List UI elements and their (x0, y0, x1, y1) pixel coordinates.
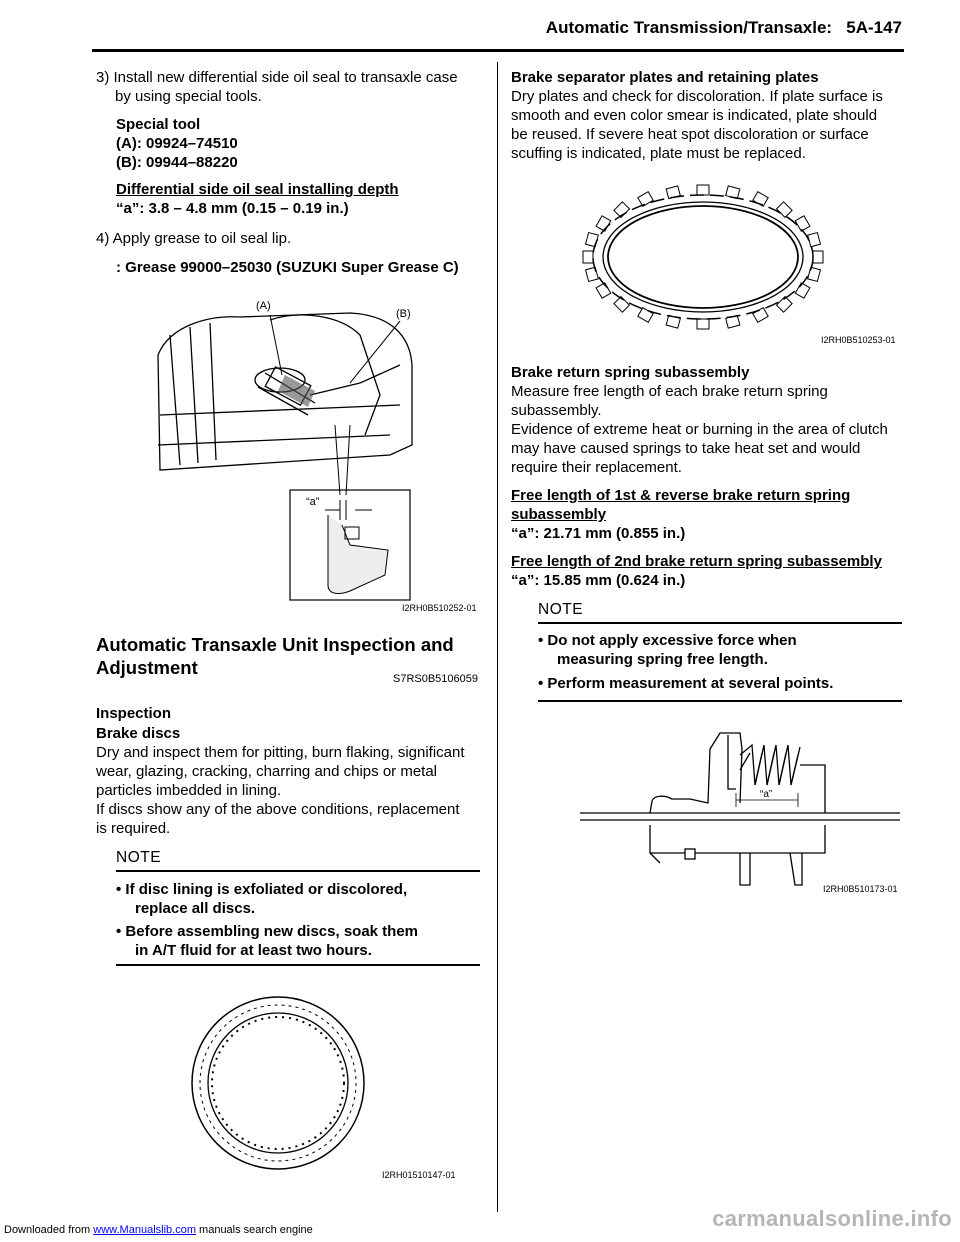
text-line: is required. (96, 820, 171, 837)
note-rule-bottom (538, 700, 902, 702)
text-line: Evidence of extreme heat or burning in the area of clutch (511, 421, 888, 438)
note-rule-bottom (116, 964, 480, 966)
fig1-label-b: (B) (396, 308, 411, 320)
plate-tooth (795, 216, 810, 231)
note-line: • Before assembling new discs, soak them (116, 923, 419, 940)
fig4-label-depth: “a” (760, 789, 773, 800)
plate-tooth (808, 267, 821, 281)
plates-text (511, 87, 883, 163)
spring-measure-figure (580, 725, 905, 895)
text-line: be reused. If severe heat spot discoloration or surface (511, 126, 869, 143)
step-3-line-1: 3) Install new differential side oil seal to transaxle case (96, 69, 458, 86)
brake-discs-title: Brake discs (96, 725, 181, 742)
plate-tooth (795, 283, 810, 298)
text-line: If discs show any of the above conditions, replacement (96, 801, 460, 818)
fig1-caption: I2RH0B510252-01 (402, 603, 477, 613)
brake-disc-figure (190, 985, 480, 1185)
note-line: • If disc lining is exfoliated or discolored, (116, 881, 408, 898)
page-header (546, 18, 902, 38)
plate-tooth (586, 267, 599, 281)
free-length-1 (511, 486, 850, 543)
header-rule (92, 49, 904, 52)
free1-value: “a”: 21.71 mm (0.855 in.) (511, 525, 686, 542)
column-divider (497, 62, 498, 1212)
text-line: require their replacement. (511, 459, 682, 476)
note-line: replace all discs. (135, 900, 256, 917)
spring-text (511, 382, 888, 477)
text-line: Dry and inspect them for pitting, burn flaking, significant (96, 744, 465, 761)
footer-prefix: Downloaded from (4, 1224, 94, 1236)
grease-spec: : Grease 99000–25030 (SUZUKI Super Grease C) (116, 259, 459, 276)
note-rule-top (116, 870, 480, 872)
plate-tooth (586, 233, 599, 247)
section-title-line-2: Adjustment (96, 657, 198, 678)
plate-tooth (777, 202, 793, 218)
brake-discs-text (96, 743, 465, 838)
plate-tooth (697, 185, 709, 195)
section-title-line-1: Automatic Transaxle Unit Inspection and (96, 634, 454, 655)
plate-tooth (753, 308, 768, 323)
fig4-caption: I2RH0B510173-01 (823, 884, 898, 894)
step-4: 4) Apply grease to oil seal lip. (96, 230, 292, 247)
separator-plate-figure (585, 180, 905, 350)
plates-title: Brake separator plates and retaining plates (511, 69, 819, 86)
page-number: 5A-147 (846, 18, 902, 37)
plate-tooth (596, 216, 611, 231)
section-code: S7RS0B5106059 (392, 673, 478, 685)
text-line: particles imbedded in lining. (96, 782, 282, 799)
fig2-caption: I2RH01510147-01 (382, 1170, 456, 1180)
step-3 (96, 68, 458, 106)
plate-tooth (813, 251, 823, 263)
manualslib-link[interactable]: www.Manualslib.com (93, 1224, 196, 1236)
header-title: Automatic Transmission/Transaxle: (545, 18, 833, 37)
step-3-line-2: by using special tools. (115, 88, 262, 105)
footer-suffix: manuals search engine (195, 1224, 313, 1236)
plate-tooth (697, 319, 709, 329)
note-item-2 (116, 922, 418, 960)
note-item-1 (116, 880, 407, 918)
free1-title-line-1: Free length of 1st & reverse brake return spring (511, 487, 851, 504)
note-line: in A/T fluid for at least two hours. (135, 942, 372, 959)
footer (4, 1224, 313, 1236)
depth-spec (116, 180, 399, 218)
plate-tooth (596, 283, 611, 298)
tool-a: (A): 09924–74510 (116, 135, 238, 152)
special-tool-block (116, 115, 238, 172)
seal-install-figure (150, 295, 480, 615)
inspection-heading: Inspection (96, 705, 172, 722)
tool-b: (B): 09944–88220 (116, 154, 238, 171)
note-title-right: NOTE (538, 601, 584, 618)
note-rule-top (538, 622, 902, 624)
note-title-left: NOTE (116, 849, 162, 866)
depth-value: “a”: 3.8 – 4.8 mm (0.15 – 0.19 in.) (116, 200, 349, 217)
spring-title: Brake return spring subassembly (511, 364, 750, 381)
special-tool-label: Special tool (116, 116, 201, 133)
fig3-caption: I2RH0B510253-01 (821, 335, 896, 345)
watermark-brand: carmanualsonline.info (712, 1206, 952, 1231)
plate-tooth (583, 251, 593, 263)
text-line: wear, glazing, cracking, charring and chips or metal (96, 763, 438, 780)
free-length-2 (511, 552, 882, 590)
fig1-label-depth: “a” (306, 496, 320, 508)
plate-tooth (638, 308, 653, 323)
plate-tooth (638, 192, 653, 207)
text-line: Measure free length of each brake return spring (511, 383, 828, 400)
text-line: scuffing is indicated, plate must be replaced. (511, 145, 806, 162)
text-line: smooth and even color smear is indicated, plate should (511, 107, 878, 124)
free1-title-line-2: subassembly (511, 506, 607, 523)
depth-title: Differential side oil seal installing depth (116, 181, 399, 198)
note-line: measuring spring free length. (557, 651, 768, 668)
text-line: subassembly. (511, 402, 602, 419)
note-item-4: • Perform measurement at several points. (538, 675, 834, 692)
text-line: Dry plates and check for discoloration. If plate surface is (511, 88, 883, 105)
fig1-label-a: (A) (256, 300, 271, 312)
note-line: • Do not apply excessive force when (538, 632, 797, 649)
free2-title: Free length of 2nd brake return spring subassembly (511, 553, 882, 570)
plate-tooth (808, 233, 821, 247)
text-line: may have caused springs to take heat set and would (511, 440, 861, 457)
note-item-3 (538, 631, 797, 669)
free2-value: “a”: 15.85 mm (0.624 in.) (511, 572, 686, 589)
